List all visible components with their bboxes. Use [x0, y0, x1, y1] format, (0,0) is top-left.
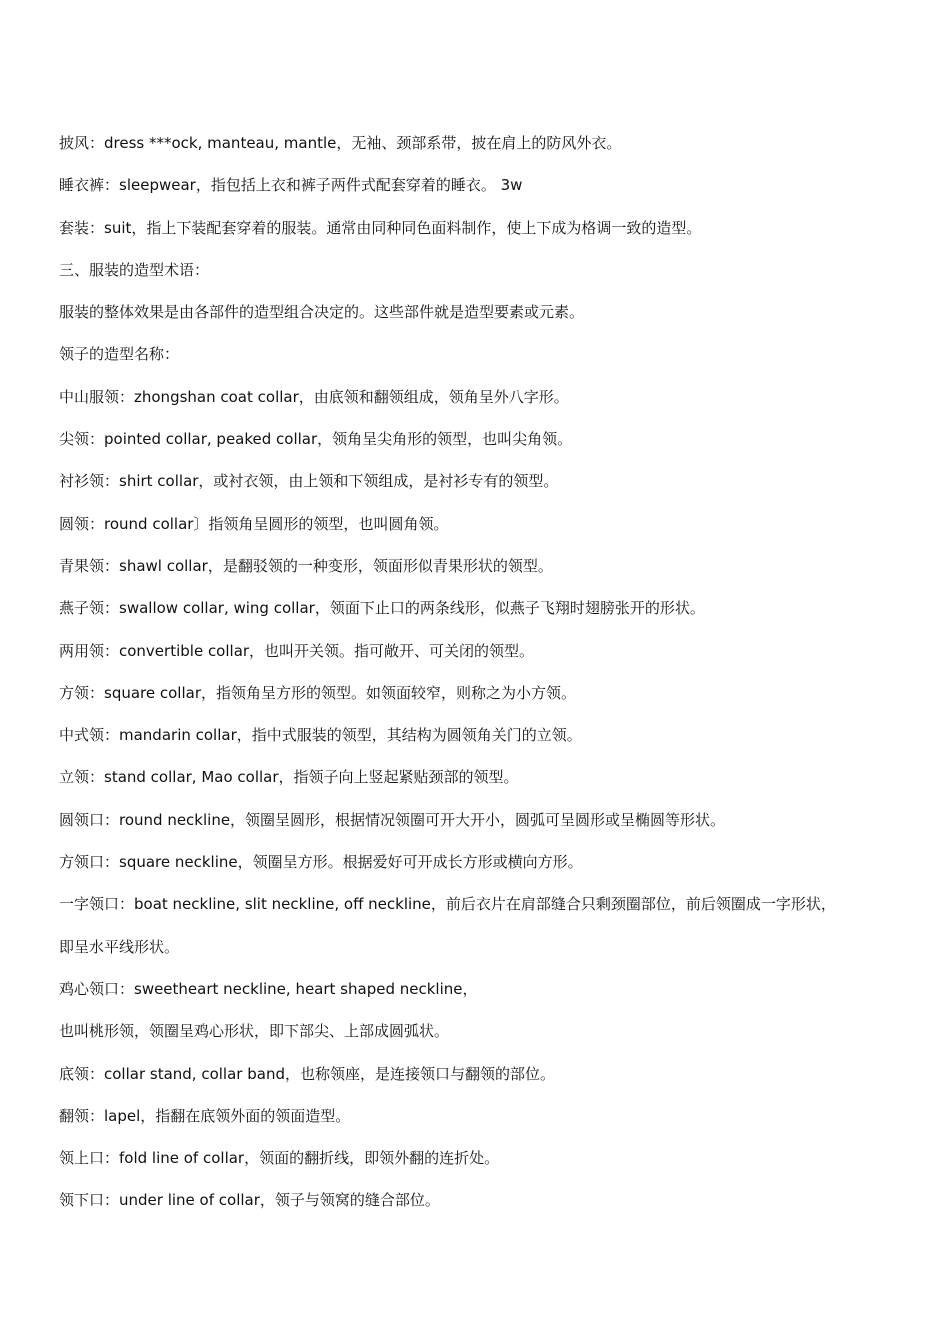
- section-heading: 三、服装的造型术语：: [59, 260, 210, 279]
- paragraph-sweetheart-neckline: 鸡心领口：sweetheart neckline, heart shaped neckline，: [59, 979, 478, 998]
- paragraph-shirt-collar: 衬衫领：shirt collar，或衬衣领，由上领和下领组成，是衬衫专有的领型。: [59, 472, 559, 491]
- paragraph-fold-line: 领上口：fold line of collar，领面的翻折线，即领外翻的连折处。: [59, 1149, 500, 1168]
- paragraph-round-neckline: 圆领口：round neckline，领圈呈圆形，根据情况领圈可开大开小，圆弧可呈圆形或呈椭圆等形状。: [59, 810, 726, 829]
- paragraph-pointed-collar: 尖领：pointed collar, peaked collar，领角呈尖角形的领型，也叫尖角领。: [59, 430, 573, 449]
- paragraph-collar-stand: 底领：collar stand, collar band，也称领座，是连接领口与翻领的部位。: [59, 1064, 555, 1083]
- paragraph-mandarin-collar: 中式领：mandarin collar，指中式服装的领型，其结构为圆领角关门的立领。: [59, 726, 582, 745]
- paragraph-boat-neckline-continued: 即呈水平线形状。: [59, 937, 180, 956]
- paragraph-lapel: 翻领：lapel，指翻在底领外面的领面造型。: [59, 1106, 351, 1125]
- paragraph-stand-collar: 立领：stand collar, Mao collar，指领子向上竖起紧贴颈部的领型。: [59, 768, 519, 787]
- paragraph-shawl-collar: 青果领：shawl collar，是翻驳领的一种变形，领面形似青果形状的领型。: [59, 556, 553, 575]
- paragraph-swallow-collar: 燕子领：swallow collar, wing collar，领面下止口的两条线形，似燕子飞翔时翅膀张开的形状。: [59, 599, 705, 618]
- paragraph-intro: 服装的整体效果是由各部件的造型组合决定的。这些部件就是造型要素或元素。: [59, 303, 585, 322]
- paragraph-zhongshan-collar: 中山服领：zhongshan coat collar，由底领和翻领组成，领角呈外八字形。: [59, 387, 569, 406]
- paragraph-convertible-collar: 两用领：convertible collar，也叫开关领。指可敞开、可关闭的领型。: [59, 641, 535, 660]
- paragraph-sweetheart-neckline-continued: 也叫桃形领，领圈呈鸡心形状，即下部尖、上部成圆弧状。: [59, 1022, 450, 1041]
- paragraph-cape: 披风：dress ***ock, manteau, mantle，无袖、颈部系带，披在肩上的防风外衣。: [59, 134, 622, 152]
- subsection-heading: 领子的造型名称：: [59, 345, 180, 364]
- paragraph-square-collar: 方领：square collar，指领角呈方形的领型。如领面较窄，则称之为小方领。: [59, 683, 576, 702]
- document-body: [59, 122, 919, 1222]
- paragraph-boat-neckline: 一字领口：boat neckline, slit neckline, off neckline，前后衣片在肩部缝合只剩颈圈部位，前后领圈成一字形状，: [59, 895, 836, 914]
- paragraph-under-line: 领下口：under line of collar，领子与领窝的缝合部位。: [59, 1191, 440, 1210]
- paragraph-square-neckline: 方领口：square neckline，领圈呈方形。根据爱好可开成长方形或横向方形。: [59, 853, 583, 872]
- paragraph-sleepwear: 睡衣裤：sleepwear，指包括上衣和裤子两件式配套穿着的睡衣。 3w: [59, 176, 523, 195]
- paragraph-suit: 套装：suit，指上下装配套穿着的服装。通常由同种同色面料制作，使上下成为格调一致的造型。: [59, 218, 702, 237]
- paragraph-round-collar: 圆领：round collar〕指领角呈圆形的领型，也叫圆角领。: [59, 514, 449, 533]
